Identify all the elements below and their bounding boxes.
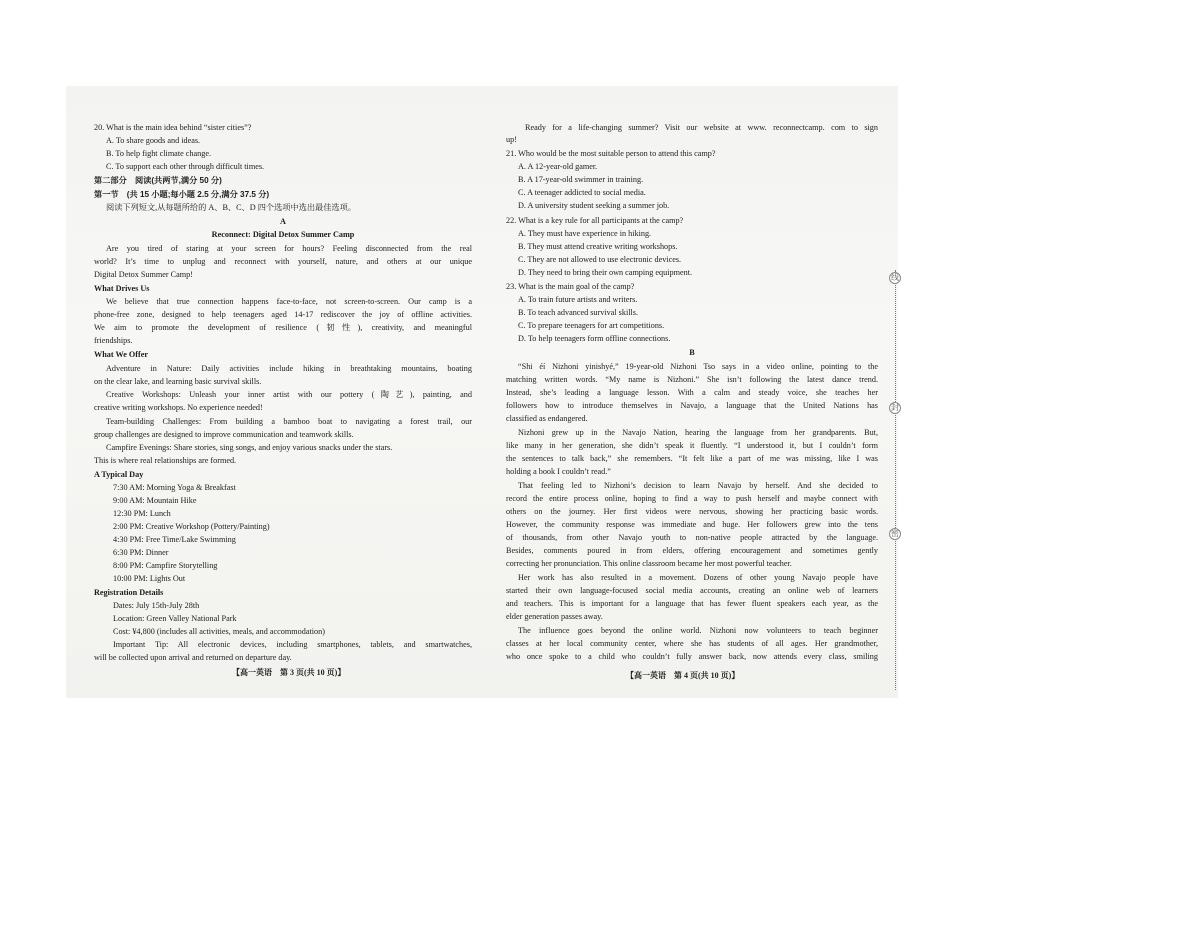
q21-option-d: D. A university student seeking a summer job. [518, 201, 670, 210]
registration-heading: Registration Details [94, 588, 164, 597]
intro-line: Digital Detox Summer Camp! [94, 270, 193, 279]
offer-line: Creative Workshops: Unleash your inner artist with our pottery (陶艺), painting, and [106, 390, 472, 399]
offer-line: Adventure in Nature: Daily activities include hiking in breathtaking mountains, boating [106, 364, 472, 373]
q22-option-b: B. They must attend creative writing workshops. [518, 242, 678, 251]
passage-b-line: others on the journey. Her first videos were nervous, showing her practicing basic words. [506, 507, 878, 516]
passage-b-line: “Shi éí Nizhoni yinishyé,” 19-year-old Nizhoni Tso says in a video online, pointing to the [518, 362, 878, 371]
left-page-footer: 【高一英语 第 3 页(共 10 页)】 [232, 668, 346, 677]
offer-line: group challenges are designed to improve communication and teamwork skills. [94, 430, 354, 439]
day-heading: A Typical Day [94, 470, 144, 479]
instruction: 阅读下列短文,从每题所给的 A、B、C、D 四个选项中选出最佳选项。 [106, 203, 356, 212]
schedule-item: 6:30 PM: Dinner [113, 548, 169, 557]
passage-b-line: classes at her local community center, where she has students of all ages. Her grandmother, [506, 639, 878, 648]
passage-b-line: record the entire process online, hoping to find a way to push herself and maybe connect with [506, 494, 878, 503]
registration-item: will be collected upon arrival and returned on departure day. [94, 653, 292, 662]
passage-b-line: holding a book I couldn’t read.” [506, 467, 611, 476]
schedule-item: 4:30 PM: Free Time/Lake Swimming [113, 535, 236, 544]
passage-b-line: elder generation passes away. [506, 612, 603, 621]
drives-heading: What Drives Us [94, 284, 150, 293]
passage-b-line: The influence goes beyond the online world. Nizhoni now volunteers to teach beginner [518, 626, 878, 635]
q23-option-c: C. To prepare teenagers for art competitions. [518, 321, 665, 330]
q21-question: 21. Who would be the most suitable person to attend this camp? [506, 149, 716, 158]
registration-item: Cost: ¥4,800 (includes all activities, meals, and accommodation) [113, 627, 325, 636]
registration-item: Dates: July 15th-July 28th [113, 601, 200, 610]
schedule-item: 12:30 PM: Lunch [113, 509, 171, 518]
passage-label-a: A [280, 217, 286, 226]
schedule-item: 7:30 AM: Morning Yoga & Breakfast [113, 483, 236, 492]
passage-b-line: of thousands, from other Navajo youth to non-native people attracted by the language. [506, 533, 878, 542]
q23-question: 23. What is the main goal of the camp? [506, 282, 635, 291]
offer-line: This is where real relationships are formed. [94, 456, 237, 465]
signup-line: Ready for a life-changing summer? Visit our website at www. reconnectcamp. com to sign [525, 123, 878, 132]
passage-b-line: the sentences to talk back,” she remembers. “It felt like a part of me was missing, like I was [506, 454, 878, 463]
passage-b-line: matching written words. “My name is Nizhoni.” She isn’t following the latest dance trend. [506, 375, 878, 384]
passage-b-line: started their own language-focused social media accounts, creating an online web of learners [506, 586, 878, 595]
q20-option-a: A. To share goods and ideas. [106, 136, 201, 145]
q21-option-c: C. A teenager addicted to social media. [518, 188, 646, 197]
passage-b-line: Instead, she’s leading a language lesson. With a calm and steady voice, she teaches her [506, 388, 878, 397]
q22-question: 22. What is a key rule for all participants at the camp? [506, 216, 684, 225]
offer-line: Campfire Evenings: Share stories, sing songs, and enjoy various snacks under the stars. [106, 443, 393, 452]
drives-line: phone-free zone, designed to help teenagers aged 14-17 rediscover the joy of offline activities. [94, 310, 472, 319]
binder-mark-2: 封 [891, 403, 899, 412]
section1-title: 第一节 (共 15 小题;每小题 2.5 分,满分 37.5 分) [94, 190, 270, 199]
passage-b-line: and teachers. This is important for a language that has fewer fluent speakers each year, as the [506, 599, 878, 608]
offer-line: creative writing workshops. No experience needed! [94, 403, 263, 412]
registration-item: Important Tip: All electronic devices, including smartphones, tablets, and smartwatches, [113, 640, 472, 649]
passage-b-line: Her work has also resulted in a movement. Dozens of other young Navajo people have [518, 573, 878, 582]
passage-b-line: like many in her generation, she didn’t speak it fluently. “I understood it, but I couldn’t form [506, 441, 878, 450]
passage-b-line: However, the community response was immediate and huge. Her followers grew into the tens [506, 520, 878, 529]
q21-option-a: A. A 12-year-old gamer. [518, 162, 598, 171]
q23-option-b: B. To teach advanced survival skills. [518, 308, 639, 317]
q22-option-a: A. They must have experience in hiking. [518, 229, 652, 238]
schedule-item: 9:00 AM: Mountain Hike [113, 496, 197, 505]
schedule-item: 2:00 PM: Creative Workshop (Pottery/Painting) [113, 522, 270, 531]
drives-line: friendships. [94, 336, 133, 345]
passage-b-line: classified as endangered. [506, 414, 588, 423]
passage-b-line: Nizhoni grew up in the Navajo Nation, hearing the language from her grandparents. But, [518, 428, 878, 437]
q23-option-a: A. To train future artists and writers. [518, 295, 638, 304]
q23-option-d: D. To help teenagers form offline connections. [518, 334, 671, 343]
passage-label-b: B [689, 348, 695, 357]
passage-b-line: Besides, comments poured in from elders, offering encouragement and sometimes gently [506, 546, 878, 555]
offer-line: Team-building Challenges: From building a bamboo boat to navigating a forest trail, our [106, 417, 472, 426]
q22-option-d: D. They need to bring their own camping equipment. [518, 268, 693, 277]
binding-line [895, 270, 896, 690]
registration-item: Location: Green Valley National Park [113, 614, 237, 623]
right-page-footer: 【高一英语 第 4 页(共 10 页)】 [626, 671, 740, 680]
q20-option-b: B. To help fight climate change. [106, 149, 212, 158]
offer-line: on the clear lake, and learning basic survival skills. [94, 377, 262, 386]
drives-line: We believe that true connection happens face-to-face, not screen-to-screen. Our camp is a [106, 297, 472, 306]
passage-b-line: who once spoke to a child who couldn’t fully answer back, now attends every class, smiling [506, 652, 878, 661]
q22-option-c: C. They are not allowed to use electronic devices. [518, 255, 682, 264]
passage-b-line: followers how to introduce themselves in Navajo, a language that the United Nations has [506, 401, 878, 410]
passage-b-line: correcting her pronunciation. This online classroom became her most powerful teacher. [506, 559, 792, 568]
binder-mark-3: 密 [891, 529, 899, 538]
q21-option-b: B. A 17-year-old swimmer in training. [518, 175, 644, 184]
drives-line: We aim to promote the development of resilience (韧性), creativity, and meaningful [94, 323, 472, 332]
q20-option-c: C. To support each other through difficult times. [106, 162, 265, 171]
passage-title: Reconnect: Digital Detox Summer Camp [211, 230, 355, 239]
part2-title: 第二部分 阅读(共两节,满分 50 分) [94, 176, 222, 185]
offer-heading: What We Offer [94, 350, 148, 359]
q20-question: 20. What is the main idea behind “sister cities”? [94, 123, 252, 132]
schedule-item: 10:00 PM: Lights Out [113, 574, 186, 583]
intro-line: world? It’s time to unplug and reconnect with yourself, nature, and others at our unique [94, 257, 472, 266]
schedule-item: 8:00 PM: Campfire Storytelling [113, 561, 218, 570]
intro-line: Are you tired of staring at your screen for hours? Feeling disconnected from the real [106, 244, 472, 253]
passage-b-line: That feeling led to Nizhoni’s decision to learn Navajo by herself. And she decided to [518, 481, 878, 490]
signup-line: up! [506, 135, 517, 144]
binder-mark-1: 线 [891, 273, 899, 282]
